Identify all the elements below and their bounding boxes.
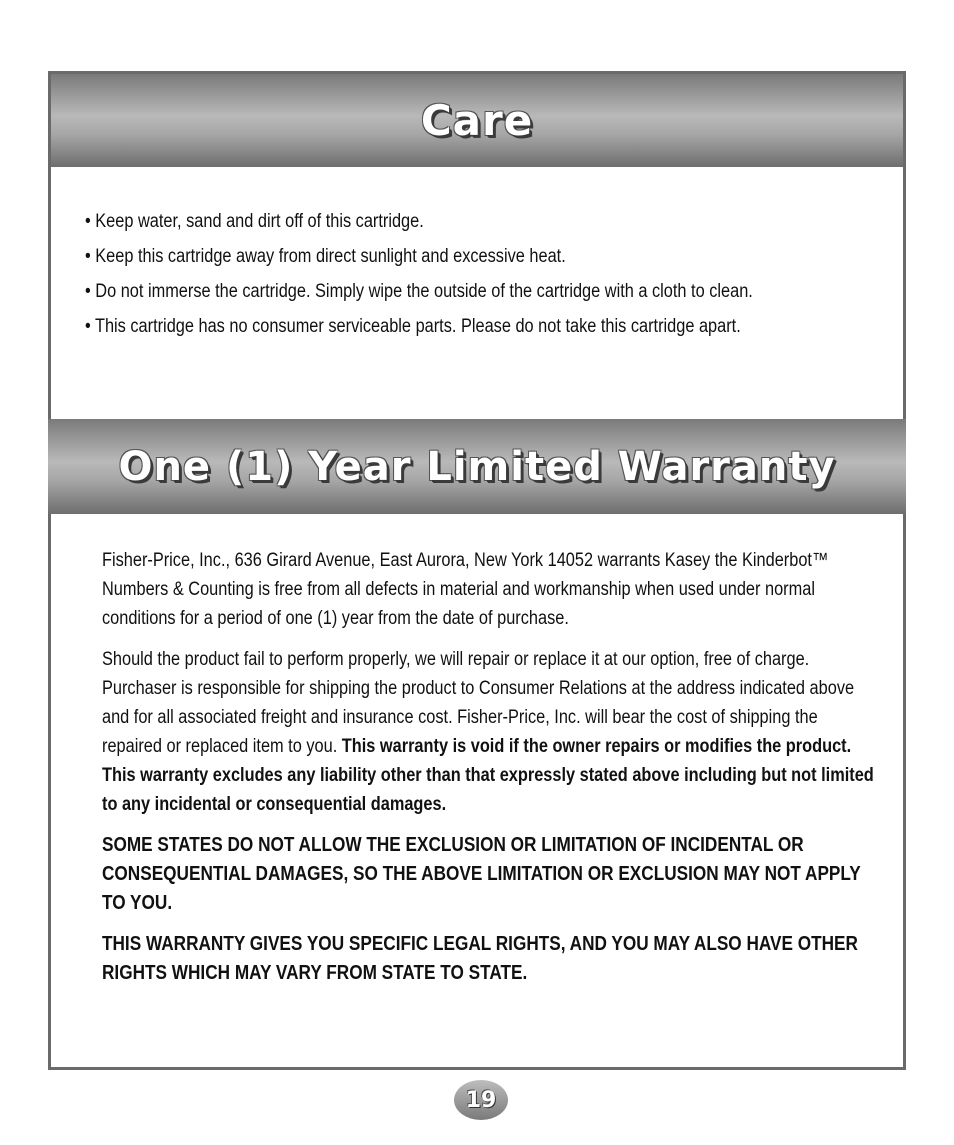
warranty-paragraph-2-text: Should the product fail to perform properly, we will repair or replace it at our option, free of charge. Purchaser is responsible for shipping the product to Consumer Relations at the address indicated above and for all associated freight and insurance cost. Fisher-Price, Inc. will bear the cost of shipping the repaired or replaced item to you. (102, 649, 855, 757)
warranty-paragraph-4: THIS WARRANTY GIVES YOU SPECIFIC LEGAL RIGHTS, AND YOU MAY ALSO HAVE OTHER RIGHTS WHICH MAY VARY FROM STATE TO STATE. (102, 933, 858, 984)
warranty-body (102, 546, 872, 1000)
care-item: • This cartridge has no consumer serviceable parts. Please do not take this cartridge apart. (85, 309, 885, 344)
warranty-title: One (1) Year Limited Warranty (118, 443, 836, 490)
warranty-header (48, 419, 906, 514)
page-number: 19 (454, 1080, 508, 1120)
warranty-paragraph-2 (102, 645, 876, 819)
care-list (85, 204, 885, 344)
warranty-paragraph-3: SOME STATES DO NOT ALLOW THE EXCLUSION OR LIMITATION OF INCIDENTAL OR CONSEQUENTIAL DAMAGES, SO THE ABOVE LIMITATION OR EXCLUSION MAY NOT APPLY TO YOU. (102, 834, 861, 914)
warranty-paragraph-1: Fisher-Price, Inc., 636 Girard Avenue, East Aurora, New York 14052 warrants Kasey the Kinderbot™ Numbers & Counting is free from all defects in material and workmanship when used under normal conditions for a period of one (1) year from the date of purchase. (102, 550, 829, 629)
content-frame (48, 71, 906, 1070)
care-item: • Keep water, sand and dirt off of this cartridge. (85, 204, 885, 239)
care-header (51, 74, 903, 167)
care-item: • Do not immerse the cartridge. Simply wipe the outside of the cartridge with a cloth to clean. (85, 274, 885, 309)
care-item: • Keep this cartridge away from direct sunlight and excessive heat. (85, 239, 885, 274)
care-title: Care (420, 96, 534, 145)
warranty-void-notice: This warranty is void if the owner repairs or modifies the product. This warranty excludes any liability other than that expressly stated above including but not limited to any incidental or consequential damages. (102, 736, 874, 815)
